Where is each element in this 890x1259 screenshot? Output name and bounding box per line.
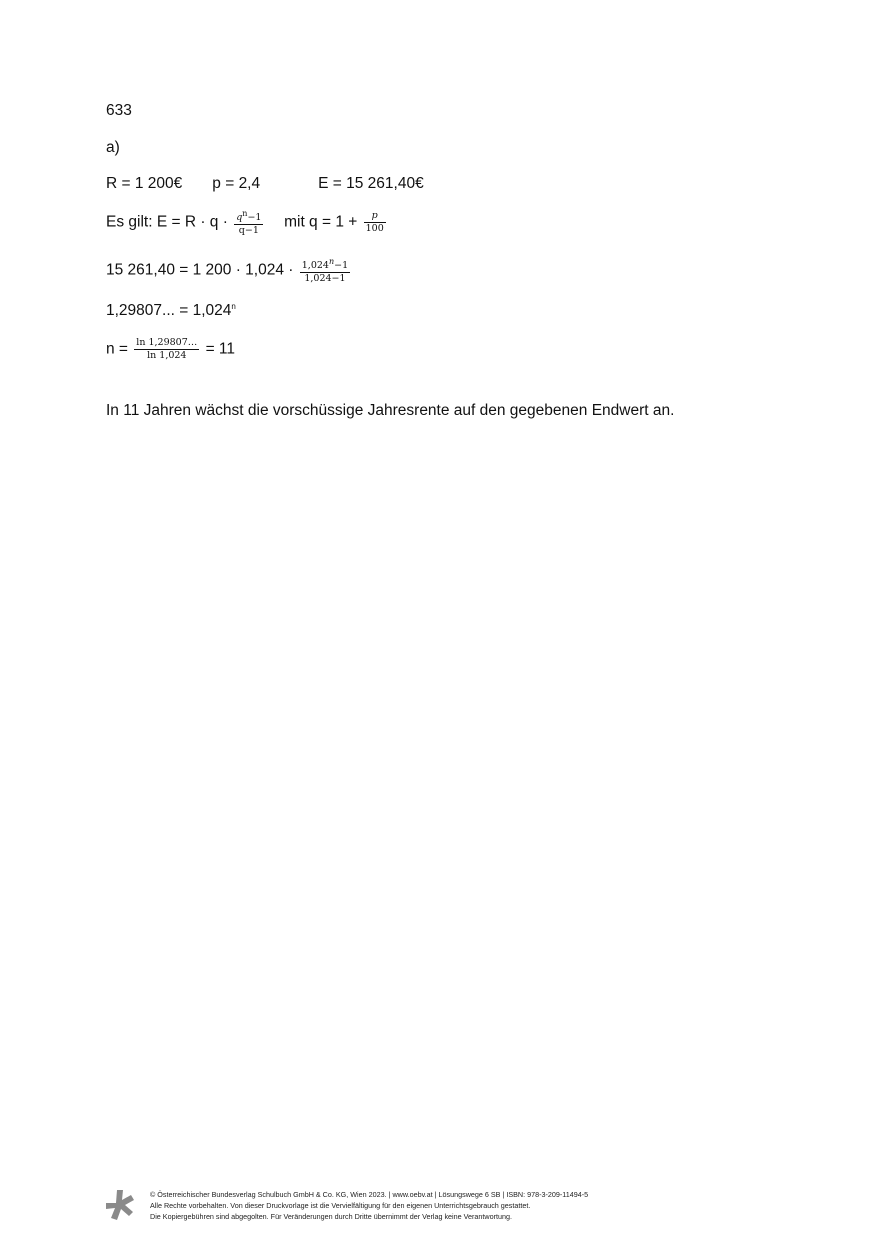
q-fraction-numerator: p: [364, 210, 386, 223]
step2-lead: 1,29807... = 1,024: [106, 302, 232, 320]
oebv-asterisk-logo-icon: [103, 1188, 137, 1222]
step2-row: [106, 302, 236, 320]
step1-fraction-denominator: 1,024−1: [304, 273, 346, 285]
exercise-part-label: a): [106, 139, 120, 156]
exercise-number: 633: [106, 102, 132, 119]
step1-row: [106, 256, 352, 285]
step1-fraction-numerator: $1,024^n-1$: [301, 257, 349, 272]
formula-fraction: [234, 208, 263, 237]
formula-q-definition: mit q = 1 +: [284, 213, 358, 231]
given-p: p = 2,4: [212, 175, 261, 192]
step1-lead: 15 261,40 = 1 200 · 1,024 ·: [106, 261, 294, 279]
footer-line-2: Alle Rechte vorbehalten. Von dieser Druckvorlage ist die Vervielfältigung für den eigenen Unterrichtsgebrauch gestattet.: [150, 1201, 531, 1210]
step3-result: = 11: [205, 340, 236, 358]
given-e: E = 15 261,40€: [318, 175, 424, 192]
step3-lead: n =: [106, 340, 128, 358]
footer-line-3: Die Kopiergebühren sind abgegolten. Für Veränderungen durch Dritte übernimmt der Verlag keine Verantwortung.: [150, 1212, 512, 1221]
footer-notice: [150, 1189, 588, 1222]
formula-lead: Es gilt: E = R · q ·: [106, 213, 228, 231]
step3-fraction-denominator: ln 1,024: [147, 350, 187, 361]
q-fraction-denominator: 100: [365, 223, 384, 235]
step3-fraction: [134, 337, 199, 362]
footer-line-1: © Österreichischer Bundesverlag Schulbuch GmbH & Co. KG, Wien 2023. | www.oebv.at | Lösungswege 6 SB | ISBN: 978-3-209-11494-5: [150, 1190, 589, 1199]
formula-fraction-denominator: q−1: [238, 225, 259, 237]
step3-fraction-numerator: ln 1,29807…: [136, 337, 198, 348]
formula-fraction-numerator: $q^n-1$: [236, 209, 262, 224]
answer-sentence: In 11 Jahren wächst die vorschüssige Jahresrente auf den gegebenen Endwert an.: [106, 402, 675, 419]
given-r: R = 1 200€: [106, 175, 183, 192]
formula-row: [106, 208, 388, 237]
given-values-row: [106, 175, 424, 193]
step2-exponent: n: [231, 302, 236, 311]
step3-row: [106, 337, 235, 362]
step1-fraction: [300, 256, 350, 285]
q-fraction: [364, 210, 386, 235]
